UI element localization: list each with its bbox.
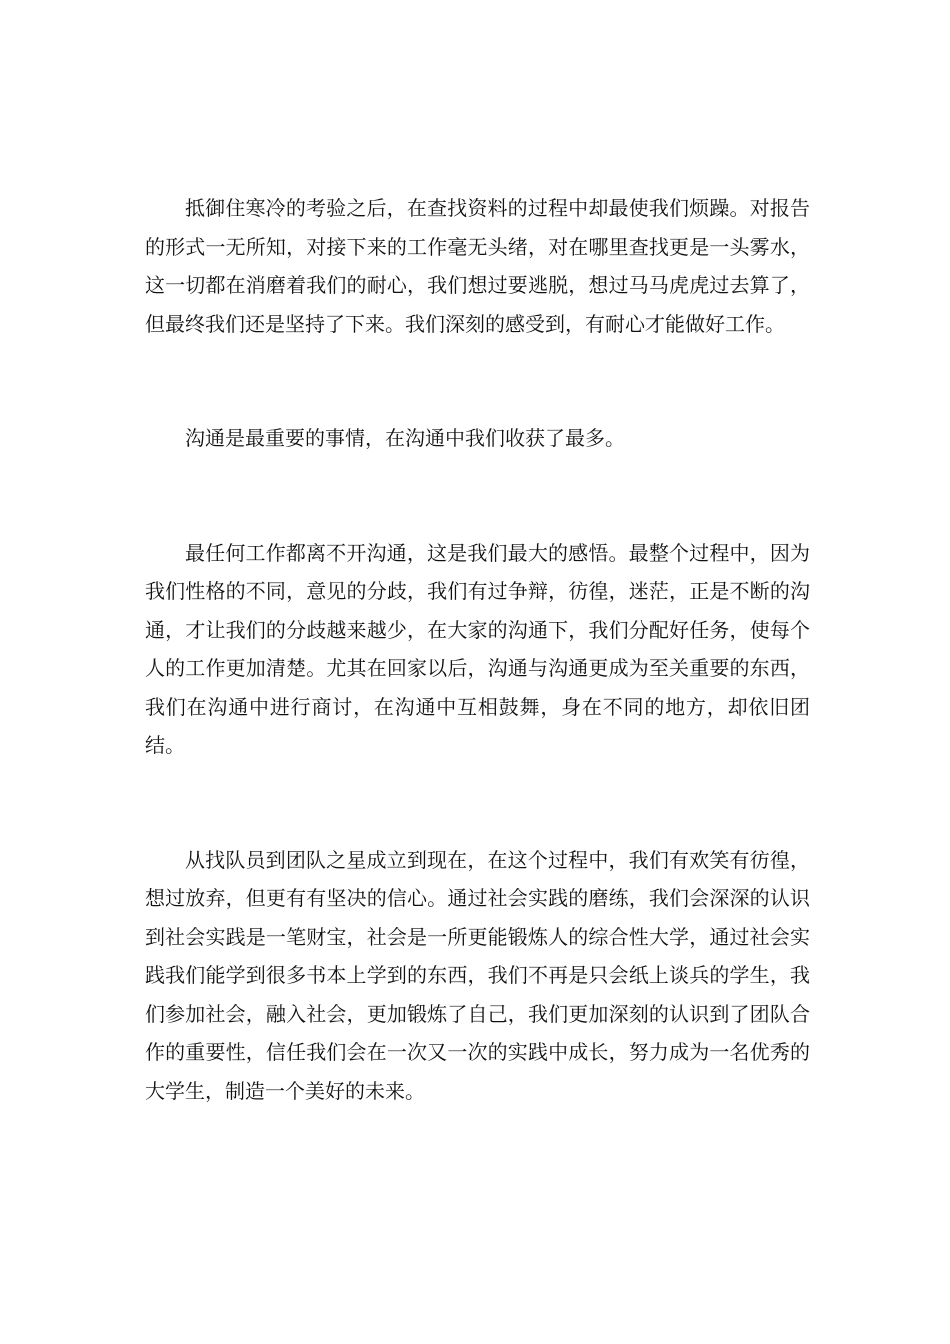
paragraph-3: 最任何工作都离不开沟通，这是我们最大的感悟。最整个过程中，因为我们性格的不同，意见的分歧，我们有过争辩，彷徨，迷茫，正是不断的沟通，才让我们的分歧越来越少，在大家的沟通下，我们分配好任务，使每个人的工作更加清楚。尤其在回家以后，沟通与沟通更成为至关重要的东西，我们在沟通中进行商讨，在沟通中互相鼓舞，身在不同的地方，却依旧团结。	[145, 540, 810, 757]
paragraph-1: 抵御住寒冷的考验之后，在查找资料的过程中却最使我们烦躁。对报告的形式一无所知，对接下来的工作毫无头绪，对在哪里查找更是一头雾水，这一切都在消磨着我们的耐心，我们想过要逃脱，想过马马虎虎过去算了，但最终我们还是坚持了下来。我们深刻的感受到，有耐心才能做好工作。	[145, 196, 810, 336]
document-body	[145, 189, 810, 1110]
paragraph-2: 沟通是最重要的事情，在沟通中我们收获了最多。	[185, 426, 625, 450]
paragraph-4: 从找队员到团队之星成立到现在，在这个过程中，我们有欢笑有彷徨，想过放弃，但更有有坚决的信心。通过社会实践的磨练，我们会深深的认识到社会实践是一笔财宝，社会是一所更能锻炼人的综合性大学，通过社会实践我们能学到很多书本上学到的东西，我们不再是只会纸上谈兵的学生，我们参加社会，融入社会，更加锻炼了自己，我们更加深刻的认识到了团队合作的重要性，信任我们会在一次又一次的实践中成长，努力成为一名优秀的大学生，制造一个美好的未来。	[145, 847, 810, 1103]
